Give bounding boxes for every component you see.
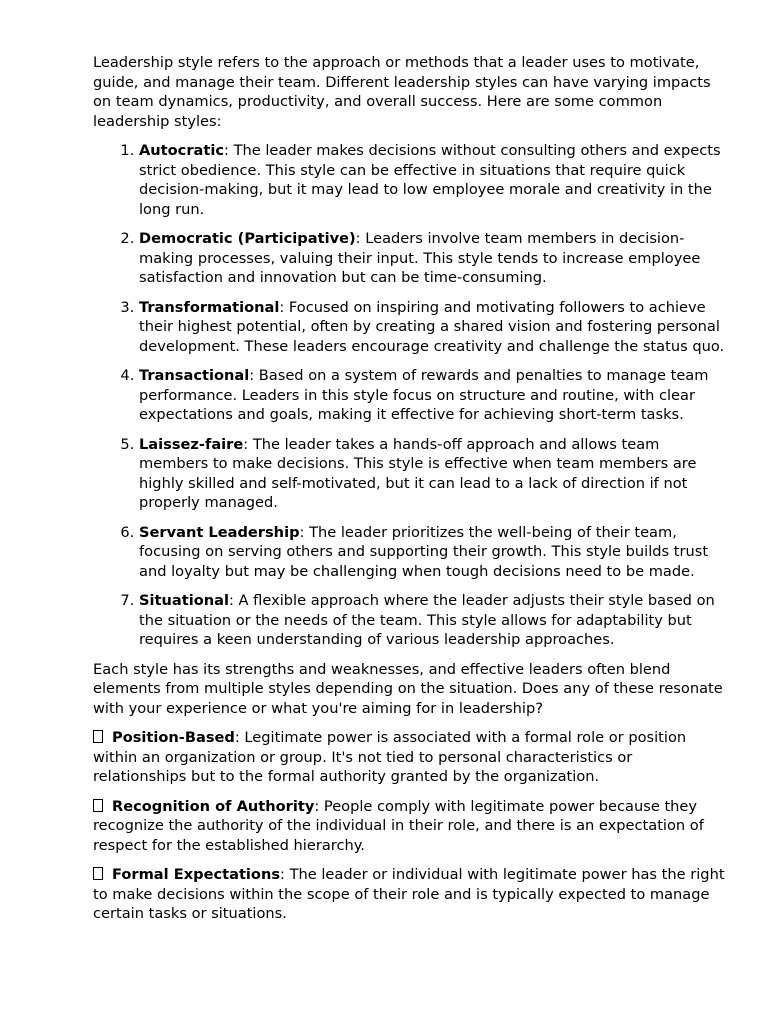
closing-paragraph: Each style has its strengths and weaknesses, and effective leaders often blend elements from multiple styles depending on the situation. Does any of these resonate with your experience or what you're aiming for in leadership? bbox=[93, 660, 723, 717]
power-paragraph bbox=[93, 728, 725, 787]
style-term: Transactional bbox=[139, 367, 250, 384]
list-item bbox=[139, 435, 725, 513]
style-term: Servant Leadership bbox=[139, 523, 300, 541]
list-item bbox=[139, 298, 725, 357]
style-description: : A flexible approach where the leader adjusts their style based on the situation or the needs of the team. This style allows for adaptability but requires a keen understanding of various leadership approaches. bbox=[139, 592, 715, 648]
style-term: Situational bbox=[139, 592, 229, 609]
style-term: Laissez-faire bbox=[139, 435, 244, 453]
missing-glyph-icon bbox=[93, 730, 103, 743]
list-item bbox=[139, 591, 725, 650]
power-paragraph bbox=[93, 797, 725, 856]
power-term: Formal Expectations bbox=[112, 866, 281, 883]
style-description: : The leader prioritizes the well-being of their team, focusing on serving others and supporting their growth. This style builds trust and loyalty but may be challenging when tough decisions need to be made. bbox=[139, 523, 709, 580]
style-description: : Based on a system of rewards and penalties to manage team performance. Leaders in this style focus on structure and routine, with clear expectations and goals, making it effective for achieving short-term tasks. bbox=[139, 367, 709, 423]
style-description: : Focused on inspiring and motivating followers to achieve their highest potential, often by creating a shared vision and fostering personal development. These leaders encourage creativity and challenge the status quo. bbox=[139, 298, 725, 355]
style-term: Autocratic bbox=[139, 142, 225, 159]
missing-glyph-icon bbox=[93, 867, 103, 880]
leadership-styles-list bbox=[93, 141, 725, 650]
style-description: : The leader takes a hands-off approach and allows team members to make decisions. This style is effective when team members are highly skilled and self-motivated, but it can lead to a lack of direction if not properly managed. bbox=[139, 435, 697, 511]
power-description: : Legitimate power is associated with a formal role or position within an organization or group. It's not tied to personal characteristics or relationships but to the formal authority granted by the organization. bbox=[93, 729, 687, 785]
document-body bbox=[93, 53, 725, 934]
intro-paragraph: Leadership style refers to the approach or methods that a leader uses to motivate, guide, and manage their team. Different leadership styles can have varying impacts on team dynamics, productivity, and overall success. Here are some common leadership styles: bbox=[93, 54, 711, 130]
power-description: : The leader or individual with legitimate power has the right to make decisions within the scope of their role and is typically expected to manage certain tasks or situations. bbox=[93, 866, 725, 922]
style-description: : Leaders involve team members in decision-making processes, valuing their input. This style tends to increase employee satisfaction and innovation but can be time-consuming. bbox=[139, 230, 701, 286]
missing-glyph-icon bbox=[93, 799, 103, 812]
style-description: : The leader makes decisions without consulting others and expects strict obedience. This style can be effective in situations that require quick decision-making, but it may lead to low employee morale and creativity in the long run. bbox=[139, 142, 721, 218]
list-item bbox=[139, 141, 725, 219]
power-paragraph bbox=[93, 865, 725, 924]
power-term: Position-Based bbox=[112, 729, 235, 746]
list-item bbox=[139, 523, 725, 582]
power-term: Recognition of Authority bbox=[112, 797, 315, 815]
power-description: : People comply with legitimate power because they recognize the authority of the individual in their role, and there is an expectation of respect for the established hierarchy. bbox=[93, 797, 704, 854]
list-item bbox=[139, 229, 725, 288]
style-term: Democratic (Participative) bbox=[139, 230, 356, 247]
list-item bbox=[139, 366, 725, 425]
style-term: Transformational bbox=[139, 298, 280, 316]
